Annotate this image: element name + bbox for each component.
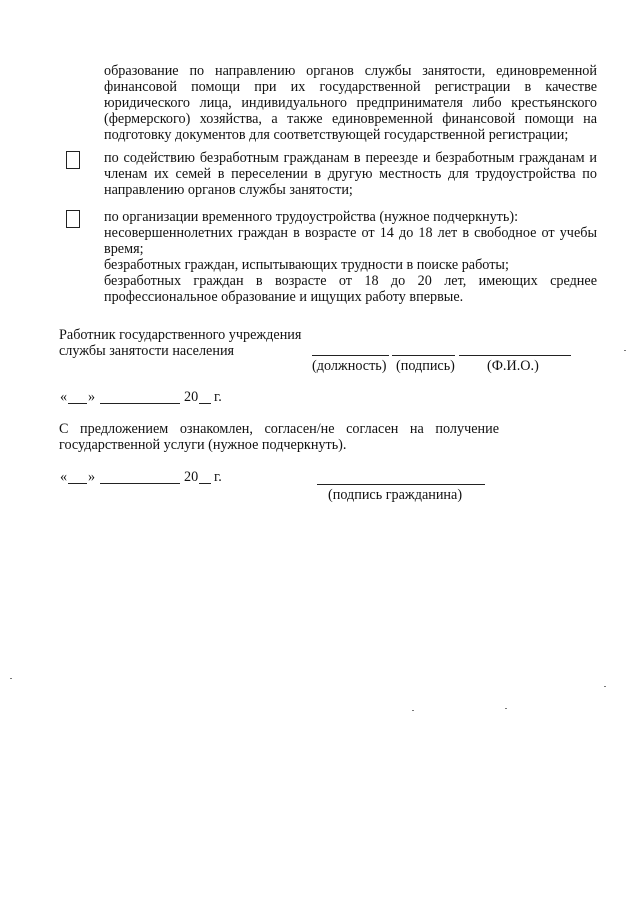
temporary-employment-option-text: [104, 209, 597, 305]
year-field-line[interactable]: [199, 403, 211, 404]
signature-caption: (подпись): [396, 358, 455, 374]
date-open-quote: «: [60, 469, 68, 485]
worker-label: [59, 327, 319, 359]
worker-label-line2: службы занятости населения: [59, 343, 235, 359]
text-line: время;: [104, 241, 144, 257]
text-line: юридического лица, индивидуального предпринимателя либо крестьянского: [104, 95, 597, 111]
scan-speck: [412, 710, 414, 711]
scan-speck: [10, 678, 12, 679]
scan-speck: [604, 686, 606, 687]
citizen-signature-caption: (подпись гражданина): [328, 487, 463, 503]
text-line: (фермерского) хозяйства, а также единовременной финансовой помощи на: [104, 111, 597, 127]
year-suffix: г.: [214, 389, 222, 405]
position-field-line[interactable]: [312, 355, 389, 356]
month-field-line[interactable]: [100, 483, 180, 484]
text-line: несовершеннолетних граждан в возрасте от 14 до 18 лет в свободное от учебы: [104, 225, 597, 241]
year-prefix: 20: [184, 469, 199, 485]
option-heading: по организации временного трудоустройства (нужное подчеркнуть):: [104, 209, 519, 225]
text-line: профессиональное образование и ищущих работу впервые.: [104, 289, 464, 305]
text-line: направлению органов службы занятости;: [104, 182, 353, 198]
date-close-quote: »: [88, 389, 96, 405]
text-line: образование по направлению органов службы занятости, единовременной: [104, 63, 597, 79]
month-field-line[interactable]: [100, 403, 180, 404]
text-line: безработных граждан в возрасте от 18 до 20 лет, имеющих среднее: [104, 273, 597, 289]
year-prefix: 20: [184, 389, 199, 405]
position-caption: (должность): [312, 358, 387, 374]
agreement-statement: [59, 421, 499, 453]
year-field-line[interactable]: [199, 483, 211, 484]
scan-speck: [505, 708, 507, 709]
relocation-option-text: [104, 150, 597, 198]
text-line: финансовой помощи при их государственной регистрации в качестве: [104, 79, 597, 95]
day-field-line[interactable]: [68, 483, 87, 484]
day-field-line[interactable]: [68, 403, 87, 404]
date-open-quote: «: [60, 389, 68, 405]
temporary-employment-checkbox[interactable]: [66, 210, 80, 228]
worker-label-line1: Работник государственного учреждения: [59, 327, 302, 343]
continued-paragraph: [104, 63, 597, 143]
agreement-line1: С предложением ознакомлен, согласен/не согласен на получение: [59, 421, 499, 437]
signature-field-line[interactable]: [392, 355, 455, 356]
name-field-line[interactable]: [459, 355, 571, 356]
date-close-quote: »: [88, 469, 96, 485]
text-line: членам их семей в переселении в другую местность для трудоустройства по: [104, 166, 597, 182]
agreement-line2: государственной услуги (нужное подчеркнуть).: [59, 437, 347, 453]
relocation-checkbox[interactable]: [66, 151, 80, 169]
text-line: безработных граждан, испытывающих трудности в поиске работы;: [104, 257, 509, 273]
text-line: подготовку документов для соответствующей государственной регистрации;: [104, 127, 569, 143]
scan-speck: [624, 350, 626, 351]
text-line: по содействию безработным гражданам в переезде и безработным гражданам и: [104, 150, 597, 166]
year-suffix: г.: [214, 469, 222, 485]
name-caption: (Ф.И.О.): [487, 358, 539, 374]
citizen-signature-line[interactable]: [317, 484, 485, 485]
